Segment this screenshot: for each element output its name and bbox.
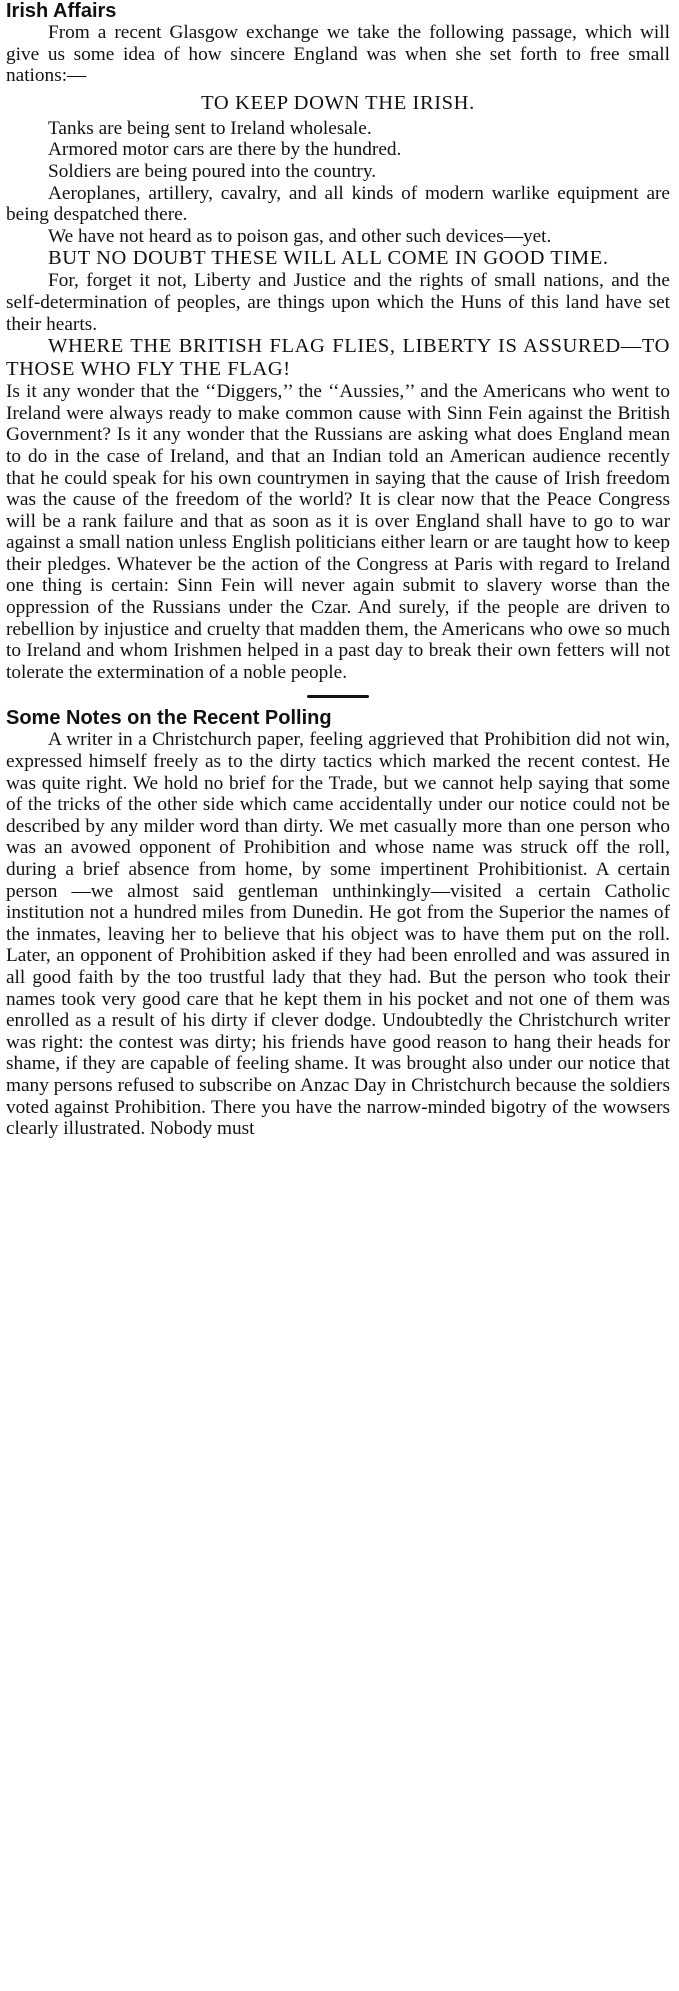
article-polling-notes xyxy=(6,707,670,1139)
quote-line: We have not heard as to poison gas, and other such devices—yet. xyxy=(48,225,552,247)
caps-statement: BUT NO DOUBT THESE WILL ALL COME IN GOOD TIME. xyxy=(48,247,609,270)
section-heading: TO KEEP DOWN THE IRISH. xyxy=(201,91,475,114)
liberty-paragraph: For, forget it not, Liberty and Justice and the rights of small nations, and the self-determination of peoples, are things upon which the Huns of this land have set their hearts. xyxy=(6,270,670,335)
intro-paragraph: From a recent Glasgow exchange we take the following passage, which will give us some idea of how sincere England was when she set forth to free small nations:— xyxy=(6,22,670,87)
quote-line: Armored motor cars are there by the hundred. xyxy=(48,139,402,161)
article-irish-affairs xyxy=(6,0,670,683)
quote-line: Aeroplanes, artillery, cavalry, and all kinds of modern warlike equipment are being despatched there. xyxy=(6,182,670,226)
body-paragraph: Is it any wonder that the ‘‘Diggers,’’ the ‘‘Aussies,’’ and the Americans who went to Ireland were always ready to make common cause with Sinn Fein against the British Government? Is it any wonder that the Russians are asking what does England mean to do in the case of Ireland, and that an Indian told an American audience recently that he could speak for his own countrymen in saying that the cause of Irish freedom was the cause of the freedom of the world? It is clear now that the Peace Congress will be a rank failure and that as soon as it is over England shall have to go to war against a small nation unless English politicians either learn or are taught how to keep their pledges. Whatever be the action of the Congress at Paris with regard to Ireland one thing is certain: Sinn Fein will never again submit to slavery worse than the oppression of the Russians under the Czar. And surely, if the people are driven to rebellion by injustice and cruelty that madden them, the Americans who owe so much to Ireland and whom Irishmen helped in a past day to break their own fetters will not tolerate the extermination of a noble people. xyxy=(6,381,670,683)
caps-statement: WHERE THE BRITISH FLAG FLIES, LIBERTY IS ASSURED—TO THOSE WHO FLY THE FLAG! xyxy=(6,335,670,381)
article-title: Some Notes on the Recent Polling xyxy=(6,707,332,730)
quote-line: Soldiers are being poured into the country. xyxy=(48,160,377,182)
article-title: Irish Affairs xyxy=(6,0,117,22)
spacer xyxy=(6,698,670,707)
quote-line: Tanks are being sent to Ireland wholesale. xyxy=(48,117,372,139)
body-paragraph: A writer in a Christchurch paper, feeling aggrieved that Prohibition did not win, expressed himself freely as to the dirty tactics which marked the recent contest. He was quite right. We hold no brief for the Trade, but we cannot help saying that some of the tricks of the other side which came accidentally under our notice could not be described by any milder word than dirty. We met casually more than one person who was an avowed opponent of Prohibition and whose name was struck off the roll, during a brief absence from home, by some impertinent Prohibitionist. A certain person —we almost said gentleman unthinkingly—visited a certain Catholic institution not a hundred miles from Dunedin. He got from the Superior the names of the inmates, leaving her to believe that his object was to have them put on the roll. Later, an opponent of Prohibition asked if they had been enrolled and was assured in all good faith by the too trustful lady that they had. But the person who took their names took very good care that he kept them in his pocket and not one of them was enrolled as a result of his dirty if clever dodge. Undoubtedly the Christchurch writer was right: the contest was dirty; his friends have good reason to hang their heads for shame, if they are capable of feeling shame. It was brought also under our notice that many persons refused to subscribe on Anzac Day in Christchurch because the soldiers voted against Prohibition. There you have the narrow-minded bigotry of the wowsers clearly illustrated. Nobody must xyxy=(6,729,670,1140)
